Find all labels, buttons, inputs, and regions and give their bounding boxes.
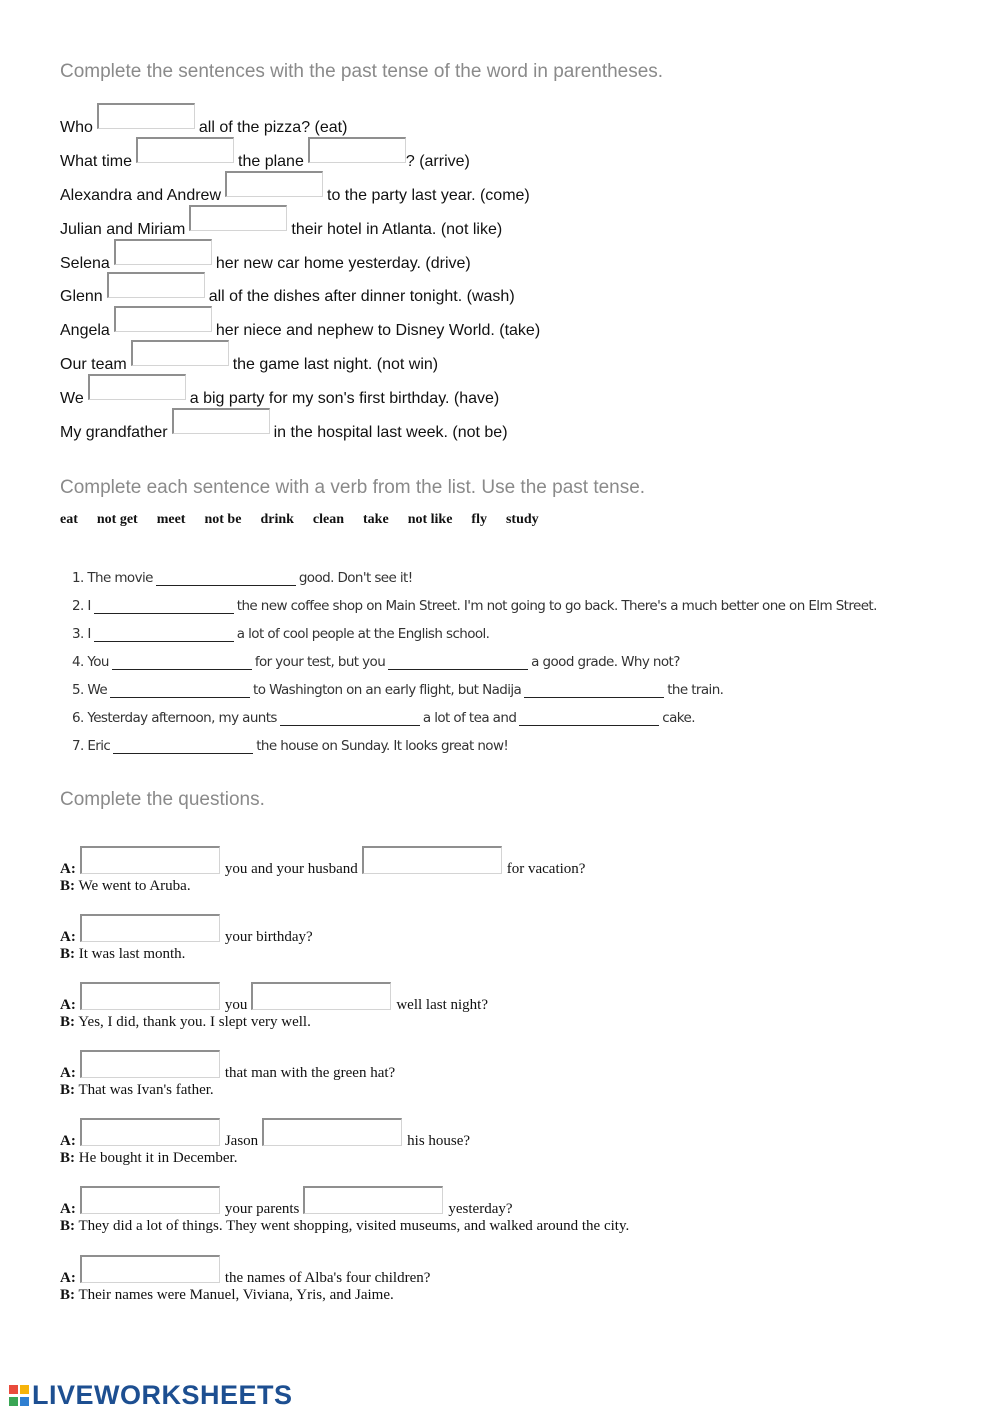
answer-box[interactable] [308,137,406,163]
a-label: A: [60,1201,76,1217]
word-bank-item: not get [96,512,138,527]
section3-heading: Complete the questions. [60,789,265,810]
a-label: A: [60,1270,76,1286]
answer-box[interactable] [251,982,391,1010]
answer-text: That was Ivan's father. [78,1082,214,1098]
question-text: for vacation? [506,861,586,877]
question-text: you [224,997,248,1013]
word-bank-item: eat [60,512,78,527]
sentence-text: their hotel in Atlanta. (not like) [291,221,503,238]
exercise-row-3 [72,618,489,642]
sentence-row-2 [60,137,470,171]
a-label: A: [60,929,76,945]
sentence-text: Glenn [60,288,103,305]
word-bank-item: drink [260,512,294,527]
sentence-row-6 [60,272,515,306]
exercise-row-6 [72,702,695,726]
exercise-text: 4. You [72,654,109,670]
answer-box[interactable] [114,306,212,332]
answer-box[interactable] [189,205,287,231]
exercise-text: to Washington on an early flight, but Nadija [253,682,522,698]
sentence-text: Selena [60,255,110,272]
exercise-row-4 [72,646,680,670]
sentence-text: her niece and nephew to Disney World. (take) [215,322,541,339]
question-text: yesterday? [448,1201,513,1217]
answer-line[interactable] [519,707,659,726]
sentence-row-7 [60,306,540,340]
answer-box[interactable] [80,914,220,942]
answer-line[interactable] [524,679,664,698]
exercise-row-7 [72,730,508,754]
sentence-row-4 [60,205,502,239]
sentence-text: Who [60,119,93,136]
answer-line[interactable] [94,595,234,614]
answer-box[interactable] [303,1186,443,1214]
exercise-text: a lot of tea and [422,710,517,726]
answer-box[interactable] [107,272,205,298]
exercise-text: a lot of cool people at the English school. [236,626,490,642]
question-text: your parents [224,1201,300,1217]
b-label: B: [60,1014,75,1030]
sentence-text: her new car home yesterday. (drive) [215,255,471,272]
sentence-row-5 [60,239,471,273]
a-label: A: [60,1065,76,1081]
sentence-text: My grandfather [60,424,168,441]
logo-blocks-icon [8,1384,30,1408]
sentence-text: Our team [60,356,127,373]
section1-heading: Complete the sentences with the past tense of the word in parentheses. [60,61,664,82]
sentence-row-10 [60,408,508,442]
answer-text: It was last month. [78,946,186,962]
word-bank-item: clean [312,512,345,527]
question-text: that man with the green hat? [224,1065,396,1081]
answer-box[interactable] [80,1050,220,1078]
question-text: the names of Alba's four children? [224,1270,431,1286]
sentence-row-9 [60,374,499,408]
answer-box[interactable] [80,982,220,1010]
answer-box[interactable] [80,846,220,874]
answer-box[interactable] [80,1118,220,1146]
b-label: B: [60,1287,75,1303]
answer-text: He bought it in December. [78,1150,238,1166]
answer-box[interactable] [114,239,212,265]
answer-line[interactable] [156,567,296,586]
answer-line[interactable] [94,623,234,642]
answer-line[interactable] [113,735,253,754]
answer-text: Their names were Manuel, Viviana, Yris, and Jaime. [78,1287,394,1303]
answer-line[interactable] [112,651,252,670]
qa-item-2 [60,914,313,963]
sentence-row-1 [60,103,347,137]
exercise-text: cake. [662,710,695,726]
answer-text: We went to Aruba. [78,878,191,894]
answer-box[interactable] [131,340,229,366]
exercise-row-5 [72,674,723,698]
word-bank-item: fly [471,512,487,527]
exercise-text: the train. [667,682,724,698]
a-label: A: [60,997,76,1013]
sentence-text: all of the dishes after dinner tonight. (wash) [208,288,515,305]
answer-line[interactable] [110,679,250,698]
answer-box[interactable] [88,374,186,400]
b-label: B: [60,878,75,894]
sentence-text: the plane [238,153,304,170]
question-text: Jason [224,1133,259,1149]
answer-box[interactable] [136,137,234,163]
question-text: your birthday? [224,929,313,945]
qa-item-5 [60,1118,470,1167]
answer-line[interactable] [388,651,528,670]
exercise-text: 2. I [72,598,91,614]
question-text: his house? [407,1133,471,1149]
qa-item-1 [60,846,585,895]
a-label: A: [60,1133,76,1149]
answer-box[interactable] [80,1255,220,1283]
sentence-text: a big party for my son's first birthday. (have) [189,390,500,407]
answer-box[interactable] [172,408,270,434]
word-bank-item: meet [156,512,186,527]
b-label: B: [60,946,75,962]
section2-heading: Complete each sentence with a verb from the list. Use the past tense. [60,477,646,498]
exercise-text: 1. The movie [72,570,153,586]
word-bank-item: not be [204,512,242,527]
word-bank [60,512,558,528]
answer-box[interactable] [262,1118,402,1146]
answer-box[interactable] [225,171,323,197]
word-bank-item: not like [407,512,453,527]
exercise-text: the house on Sunday. It looks great now! [256,738,509,754]
question-text: well last night? [396,997,488,1013]
sentence-row-3 [60,171,530,205]
qa-item-4 [60,1050,395,1099]
b-label: B: [60,1150,75,1166]
answer-text: They did a lot of things. They went shopping, visited museums, and walked around the city. [78,1218,630,1234]
sentence-text: all of the pizza? (eat) [198,119,348,136]
sentence-text: Julian and Miriam [60,221,186,238]
exercise-text: 6. Yesterday afternoon, my aunts [72,710,277,726]
sentence-text: in the hospital last week. (not be) [273,424,508,441]
answer-box[interactable] [97,103,195,129]
exercise-text: good. Don't see it! [298,570,413,586]
answer-line[interactable] [280,707,420,726]
qa-item-3 [60,982,488,1031]
word-bank-item: take [363,512,389,527]
sentence-text: Alexandra and Andrew [60,187,221,204]
word-bank-item: study [505,512,539,527]
sentence-text: We [60,390,84,407]
exercise-text: 7. Eric [72,738,111,754]
b-label: B: [60,1218,75,1234]
sentence-text: What time [60,153,133,170]
sentence-text: to the party last year. (come) [327,187,530,204]
exercise-row-2 [72,590,877,614]
answer-box[interactable] [362,846,502,874]
exercise-text: 5. We [72,682,108,698]
exercise-row-1 [72,562,413,586]
a-label: A: [60,861,76,877]
sentence-text: the game last night. (not win) [232,356,439,373]
liveworksheets-logo [8,1380,293,1411]
exercise-text: a good grade. Why not? [531,654,680,670]
sentence-text: ? (arrive) [405,153,470,170]
sentence-text: Angela [60,322,110,339]
qa-item-7 [60,1255,430,1304]
answer-text: Yes, I did, thank you. I slept very well. [78,1014,311,1030]
exercise-text: for your test, but you [254,654,386,670]
answer-box[interactable] [80,1186,220,1214]
exercise-text: 3. I [72,626,91,642]
question-text: you and your husband [224,861,358,877]
qa-item-6 [60,1186,629,1235]
exercise-text: the new coffee shop on Main Street. I'm not going to go back. There's a much better one on Elm Street. [236,598,877,614]
sentence-row-8 [60,340,438,374]
b-label: B: [60,1082,75,1098]
logo-text: LIVEWORKSHEETS [32,1380,293,1410]
